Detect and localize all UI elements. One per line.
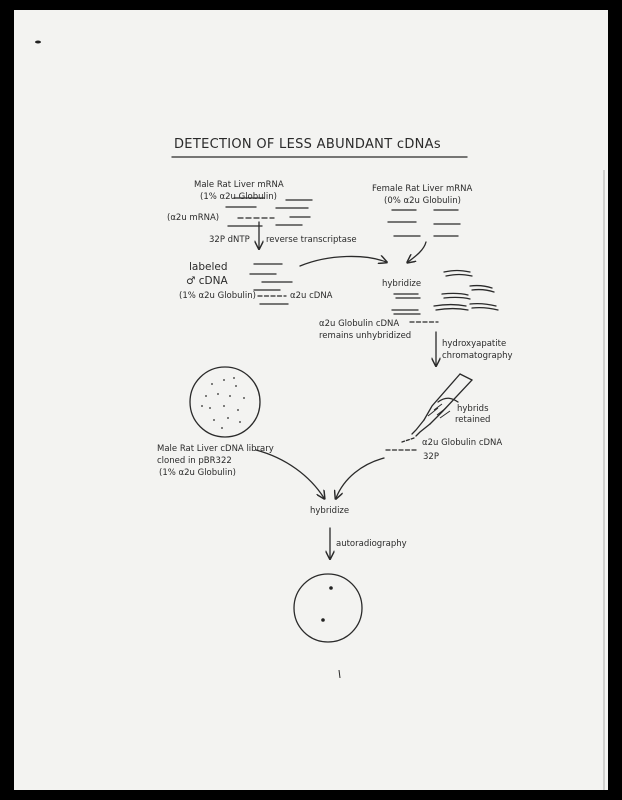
retained-label: retained [455, 415, 491, 425]
labeled-label: labeled [189, 261, 228, 273]
bacterial-colonies [201, 377, 245, 429]
unhybridized-cdna-label: α2u Globulin cDNA [319, 319, 400, 329]
chromatography-label: chromatography [442, 351, 513, 361]
library-percent: (1% α2u Globulin) [159, 468, 236, 478]
positive-clone-dot [321, 618, 325, 622]
document-page [14, 10, 608, 790]
male-mrna-strands [226, 198, 312, 226]
remains-unhybridized-label: remains unhybridized [319, 331, 412, 341]
library-label: Male Rat Liver cDNA library [157, 444, 274, 454]
diagram-canvas [14, 10, 608, 790]
autoradiography-label: autoradiography [336, 539, 407, 549]
eluate-to-hybridize-arrow [336, 458, 384, 498]
female-mrna-label: Female Rat Liver mRNA [372, 184, 473, 194]
library-to-hybridize-arrow [256, 450, 324, 498]
female-mrna-strands [388, 210, 460, 236]
male-mrna-label: Male Rat Liver mRNA [194, 180, 284, 190]
petri-dish [190, 367, 260, 437]
hybridize-step-1: hybridize [382, 279, 422, 289]
stray-mark [35, 41, 41, 44]
hybrid-strands [392, 271, 498, 315]
scan-mark [339, 670, 340, 678]
eluted-cdna-label: α2u Globulin cDNA [422, 438, 503, 448]
female-to-hybridize-arrow [408, 242, 426, 262]
hydroxyapatite-label: hydroxyapatite [442, 339, 507, 349]
cdna-to-hybridize-arrow [300, 256, 386, 266]
labeled-cdna-strands [250, 264, 292, 304]
positive-clone-dot [329, 586, 333, 590]
page-title: DETECTION OF LESS ABUNDANT cDNAs [174, 137, 441, 152]
labeled-cdna-percent: (1% α2u Globulin) [179, 291, 256, 301]
a2u-mrna-label: (α2u mRNA) [167, 213, 220, 223]
female-mrna-percent: (0% α2u Globulin) [384, 196, 461, 206]
hybrids-label: hybrids [457, 404, 489, 414]
a2u-cdna-inline-label: α2u cDNA [290, 291, 333, 301]
library-vector-label: cloned in pBR322 [157, 456, 232, 466]
isotope-label: 32P [423, 452, 439, 462]
eluate-drip [402, 438, 414, 442]
male-mrna-percent: (1% α2u Globulin) [200, 192, 277, 202]
male-cdna-label: ♂ cDNA [186, 275, 228, 287]
reverse-transcriptase-label: reverse transcriptase [266, 235, 357, 245]
dntp-label: 32P dNTP [209, 235, 250, 245]
hybridize-step-2: hybridize [310, 506, 350, 516]
autoradiograph-dish [294, 574, 362, 642]
